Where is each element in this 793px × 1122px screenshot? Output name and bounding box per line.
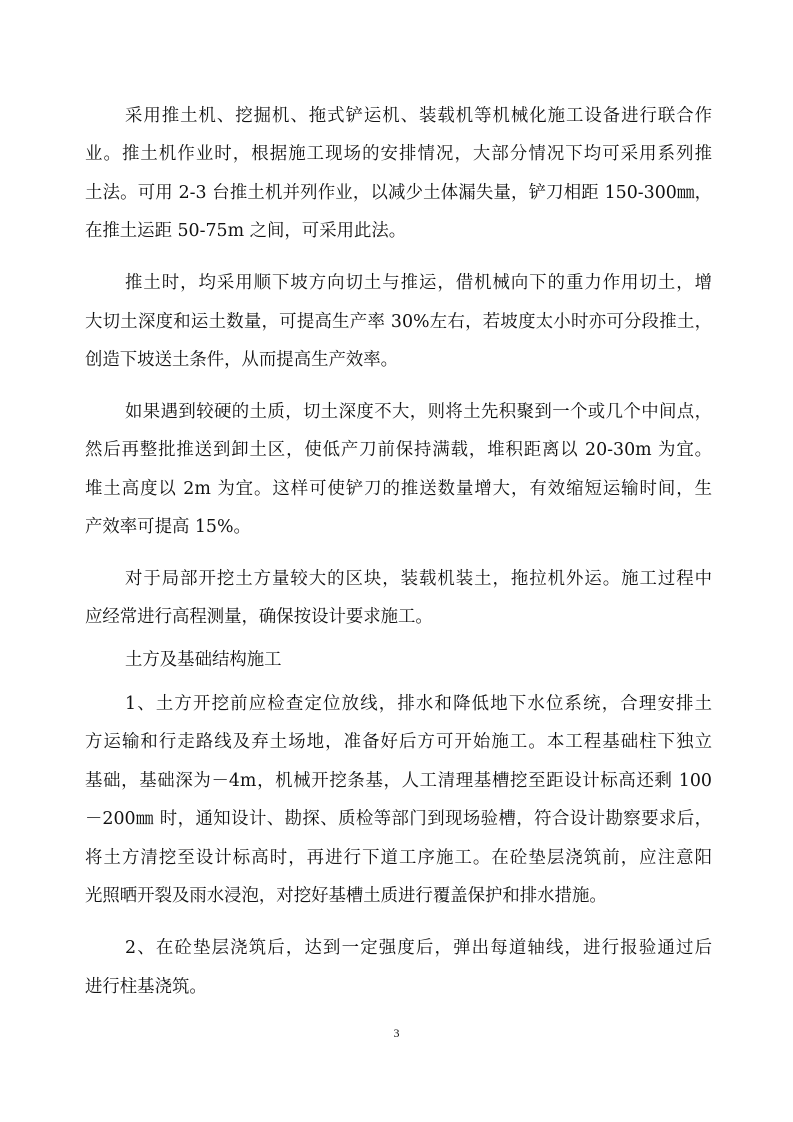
paragraph-4-line-2: 应经常进行高程测量，确保按设计要求施工。 (85, 607, 433, 627)
paragraph-2-line-3: 创造下坡送土条件，从而提高生产效率。 (85, 350, 399, 370)
paragraph-1-line-3: 土法。可用 2-3 台推土机并列作业，以减少土体漏失量，铲刀相距 150-300㎜， (85, 183, 712, 203)
paragraph-6-line-4: －200㎜ 时，通知设计、勘探、质检等部门到现场验槽，符合设计勘察要求后， (85, 809, 712, 829)
page-number: 3 (393, 1026, 400, 1040)
paragraph-6-line-2: 方运输和行走路线及弃土场地，准备好后方可开始施工。本工程基础柱下独立 (85, 732, 712, 752)
paragraph-6-line-3: 基础，基础深为－4m，机械开挖条基，人工清理基槽挖至距设计标高还剩 100 (85, 771, 712, 791)
paragraph-6-line-6: 光照晒开裂及雨水浸泡，对挖好基槽土质进行覆盖保护和排水措施。 (85, 886, 607, 906)
paragraph-3-line-1: 如果遇到较硬的土质，切土深度不大，则将土先积聚到一个或几个中间点， (125, 402, 712, 422)
paragraph-4-line-1: 对于局部开挖土方量较大的区块，装载机装土，拖拉机外运。施工过程中 (125, 569, 712, 589)
paragraph-6-line-5: 将土方清挖至设计标高时，再进行下道工序施工。在砼垫层浇筑前，应注意阳 (85, 848, 712, 868)
section-heading: 土方及基础结构施工 (125, 650, 282, 670)
paragraph-7-line-1: 2、在砼垫层浇筑后，达到一定强度后，弹出每道轴线，进行报验通过后 (125, 938, 712, 958)
paragraph-6-line-1: 1、土方开挖前应检查定位放线，排水和降低地下水位系统，合理安排土 (125, 694, 712, 714)
paragraph-1-line-1: 采用推土机、挖掘机、拖式铲运机、装载机等机械化施工设备进行联合作 (125, 106, 712, 126)
paragraph-1-line-4: 在推土运距 50-75m 之间，可采用此法。 (85, 221, 407, 241)
paragraph-2-line-2: 大切土深度和运土数量，可提高生产率 30%左右，若坡度太小时亦可分段推土， (85, 312, 712, 332)
paragraph-3-line-3: 堆土高度以 2m 为宜。这样可使铲刀的推送数量增大，有效缩短运输时间，生 (85, 479, 712, 499)
paragraph-3-line-2: 然后再整批推送到卸土区，使低产刀前保持满载，堆积距离以 20-30m 为宜。 (85, 440, 712, 460)
paragraph-3-line-4: 产效率可提高 15%。 (85, 517, 251, 537)
paragraph-2-line-1: 推土时，均采用顺下坡方向切土与推运，借机械向下的重力作用切土，增 (125, 273, 712, 293)
paragraph-1-line-2: 业。推土机作业时，根据施工现场的安排情况，大部分情况下均可采用系列推 (85, 144, 712, 164)
paragraph-7-line-2: 进行柱基浇筑。 (85, 977, 207, 997)
